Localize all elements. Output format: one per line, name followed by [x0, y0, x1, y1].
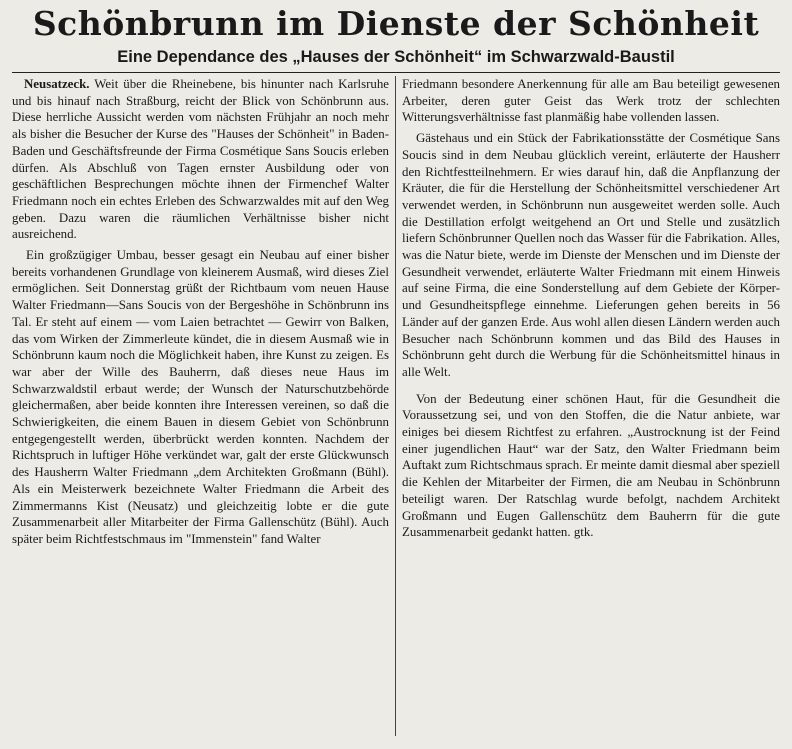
paragraph-5-text: Von der Bedeutung einer schönen Haut, für die Gesundheit die Voraussetzung sei, und von den Stoffen, die die Natur anbiete, war einiges bei diesem Richtfest zu erfahren. „Austrocknung ist der Feind einer jugendlichen Haut“ war der Satz, den Walter Friedmann beim Auftakt zum Richtschmaus sprach. Er meinte damit diesmal aber speziell die Kehlen der Mitarbeiter der Firmen, die am Neubau in Schönbrunn beteiligt waren. Der Ratschlag wurde befolgt, nachdem Architekt Großmann und Eugen Gallenschütz dem Bauherrn für die gute Zusammenarbeit gedankt hatten. — [402, 391, 781, 540]
column-right — [396, 76, 786, 736]
column-left — [6, 76, 396, 736]
paragraph-1-text: Weit über die Rheinebene, bis hinunter nach Karlsruhe und bis hinauf nach Straßburg, reicht der Blick von Schönbrunn aus. Diese herrliche Aussicht werden vom nächsten Frühjahr an noch mehr als bisher die Besucher der Kurse des "Hauses der Schönheit" in Baden-Baden und Geschäftsfreunde der Firma Cosmétique Sans Soucis erleben dürfen. Als Abschluß von Tagen ernster Ausbildung oder von geschäftlichen Besprechungen möchte ihnen der Firmenchef Walter Friedmann noch ein echtes Erleben des Schwarzwaldes mit auf den Weg geben. Dazu waren die räumlichen Verhältnisse bisher nicht ausreichend. — [12, 77, 389, 242]
subheadline: Eine Dependance des „Hauses der Schönheit“ im Schwarzwald-Baustil — [117, 48, 675, 66]
header-rule — [12, 72, 780, 73]
paragraph-2: Ein großzügiger Umbau, besser gesagt ein Neubau auf einer bisher bereits vorhandenen Grundlage von kleinerem Ausmaß, wird dieses Ziel ermöglichen. Seit Donnerstag grüßt der Richtbaum vom neuen Hause Walter Friedmann—Sans Soucis von der Bergeshöhe in Schönbrunn ins Tal. Er steht auf einem — vom Laien betrachtet — Gewirr von Balken, das vom Wirken der Zimmerleute kündet, die in diesem Ausmaß wie in Schönbrunn kaum noch die Möglichkeit haben, ihre Kunst zu zeigen. Es war aber der Wille des Bauherrn, daß dieses neue Haus im Schwarzwaldstil erbaut werde; der Wunsch der Naturschutzbehörde gleichermaßen, aber beide konnten ihre Interessen vereinen, so daß die Schwierigkeiten, die einem Bauen in diesem Gebiet von Schönbrunn entgegengestellt werden, überbrückt werden konnten. Nachdem der Richtspruch in luftiger Höhe verkündet war, galt der erste Glückwunsch des Hausherrn Walter Friedmann „dem Architekten Großmann (Bühl). Als ein Meisterwerk bezeichnete Walter Friedmann die Arbeit des Zimmermanns Kist (Neusatz) und gleichzeitig lobte er die gute Zusammenarbeit aller Mitarbeiter der Firma Gallenschütz (Bühl). Auch später beim Richtfestschmaus im "Immenstein" fand Walter — [12, 248, 389, 546]
paragraph-4: Gästehaus und ein Stück der Fabrikationsstätte der Cosmétique Sans Soucis sind in dem Neubau glücklich vereint, erläuterte der Hausherr den Richtfestteilnehmern. Er wies darauf hin, daß die Anpflanzung der Kräuter, die für die Herstellung der Schönheitsmittel verschiedener Art verwendet werden, in Schönbrunn nun ausgeweitet werden solle. Auch die Destillation erfolgt weitgehend an Ort und Stelle und zusätzlich liefern Schönbrunner Quellen noch das Wasser für die Fabrikation. Alles, was die Natur biete, werde im Dienste der Menschen und im Dienste der Gesundheit verwendet, erläuterte Walter Friedmann mit einem Hinweis auf seine Firma, die eine Sonderstellung auf dem Gebiete der Körper- und Gesundheitspflege einnehme. Lieferungen gehen bereits in 56 Länder auf der ganzen Erde. Aus wohl allen diesen Ländern werden auch Besucher nach Schönbrunn kommen und das Bild des Hauses in Schönbrunn geht durch die Werbung für die Schönheitsmittel hinaus in alle Welt. — [402, 131, 780, 379]
paragraph-5 — [402, 391, 780, 541]
author-signature: gtk. — [573, 525, 594, 540]
article-body — [6, 76, 786, 736]
dateline: Neusatzeck. — [24, 77, 90, 91]
headline: Schönbrunn im Dienste der Schönheit — [32, 4, 760, 43]
paragraph-3: Friedmann besondere Anerkennung für alle am Bau beteiligt gewesenen Arbeiter, deren guter Geist das Werk trotz der schlechten Witterungsverhältnisse fast planmäßig habe vollenden lassen. — [402, 77, 780, 125]
paragraph-1 — [12, 76, 389, 243]
